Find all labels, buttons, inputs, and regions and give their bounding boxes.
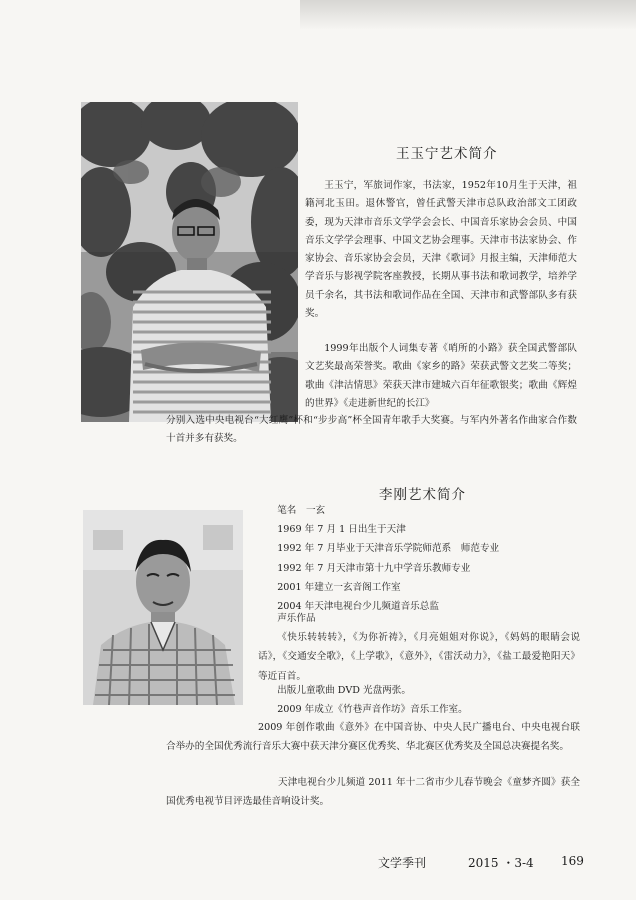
fact-item: 2004 年天津电视台少儿频道音乐总监 (277, 600, 439, 612)
vocal-works-heading: 声乐作品 (277, 613, 316, 624)
issue-number: 2015 ・3-4 (468, 856, 534, 870)
fact-item: 2001 年建立一玄音阁工作室 (277, 581, 401, 593)
profile1-bio-paragraph-3: 分别入选中央电视台“大红鹰”杯和“步步高”杯全国青年歌手大奖赛。与军内外著名作曲家合作数十首并多有获奖。 (166, 415, 577, 445)
fact-item: 笔名 一玄 (277, 505, 326, 516)
profile2-award-paragraph-2: 天津电视台少儿频道 2011 年十二省市少儿春节晚会《童梦齐圆》获全国优秀电视节目评选最佳音响设计奖。 (166, 777, 580, 807)
portrait-photo-wang-yuning (81, 102, 298, 422)
fact-item: 1992 年 7 月天津市第十九中学音乐教师专业 (277, 562, 471, 574)
page-number: 169 (561, 854, 584, 868)
more-item: 2009 年成立《竹巷声音作坊》音乐工作室。 (277, 703, 468, 715)
more-item: 出版儿童歌曲 DVD 光盘两张。 (277, 685, 411, 696)
fact-item: 1992 年 7 月毕业于天津音乐学院师范系 师范专业 (277, 543, 500, 555)
profile2-award-paragraph-1: 2009 年创作歌曲《意外》在中国音协、中央人民广播电台、中央电视台联合举办的全国优秀流行音乐大赛中获天津分赛区优秀奖、华北赛区优秀奖及全国总决赛提名奖。 (166, 722, 580, 752)
profile2-title: 李刚艺术简介 (379, 487, 466, 503)
profile1-bio-paragraph-2: 1999年出版个人词集专著《哨所的小路》获全国武警部队文艺奖最高荣誉奖。歌曲《家乡的路》荣获武警文艺奖二等奖；歌曲《津沽情思》荣获天津市建城六百年征歌银奖；歌曲《辉煌的世界》《走进新世纪的长江》 (305, 343, 577, 409)
profile2-facts-list (258, 501, 580, 616)
profile1-title: 王玉宁艺术简介 (396, 146, 498, 162)
vocal-works-list: 《快乐转转转》，《为你祈祷》，《月亮姐姐对你说》，《妈妈的眼睛会说话》，《交通安全歌》，《上学歌》，《意外》，《雷沃动力》，《盐工最爱艳阳天》等近百首。 (258, 632, 580, 682)
journal-name: 文学季刊 (378, 856, 427, 870)
scan-shadow (300, 0, 636, 30)
profile2-more-list (258, 682, 580, 720)
profile1-bio-paragraph-1: 王玉宁，军旅词作家，书法家，1952年10月生于天津，祖籍河北玉田。退休警官，曾任武警天津市总队政治部文工团政委，现为天津市音乐文学学会会长、中国音乐家协会会员、中国音乐文学学会理事、中国文艺协会理事。天津市书法家协会、作家协会、音乐家协会会员，天津《歌词》月报主编，天津师范大学音乐与影视学院客座教授，长期从事书法和歌词教学，培养学员千余名，其书法和歌词作品在全国、天津市和武警部队多有获奖。 (305, 180, 577, 320)
fact-item: 1969 年 7 月 1 日出生于天津 (277, 524, 406, 536)
portrait-photo-li-gang (83, 510, 243, 705)
